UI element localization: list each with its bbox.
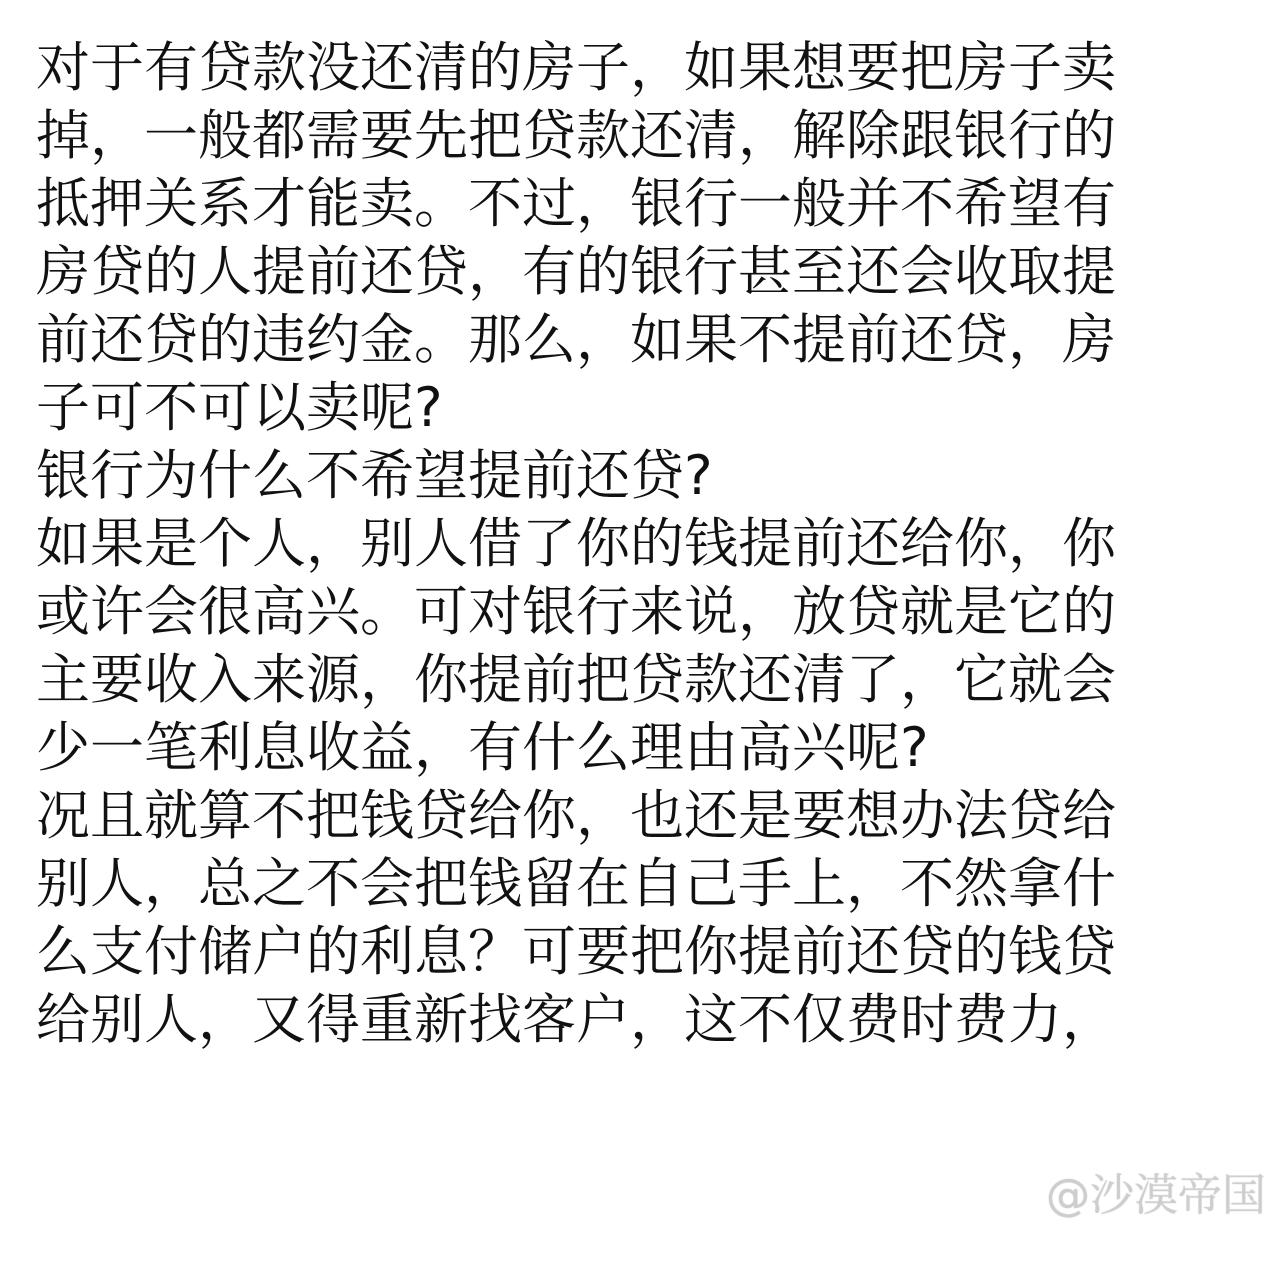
text-line: 况且就算不把钱贷给你，也还是要想办法贷给	[36, 784, 1116, 847]
text-line: 银行为什么不希望提前还贷?	[36, 444, 713, 507]
text-line: 别人，总之不会把钱留在自己手上，不然拿什	[36, 852, 1116, 915]
text-line: 掉，一般都需要先把贷款还清，解除跟银行的	[36, 104, 1116, 167]
text-line: 少一笔利息收益，有什么理由高兴呢?	[36, 716, 929, 779]
text-line: 么支付储户的利息？可要把你提前还贷的钱贷	[36, 920, 1116, 983]
text-line: 如果是个人，别人借了你的钱提前还给你，你	[36, 512, 1116, 575]
text-line: 房贷的人提前还贷，有的银行甚至还会收取提	[36, 240, 1116, 303]
text-line: 子可不可以卖呢?	[36, 376, 443, 439]
text-line: 前还贷的违约金。那么，如果不提前还贷，房	[36, 308, 1116, 371]
text-line: 抵押关系才能卖。不过，银行一般并不希望有	[36, 172, 1116, 235]
watermark: @沙漠帝国	[1046, 1170, 1266, 1221]
text-line: 对于有贷款没还清的房子，如果想要把房子卖	[36, 36, 1116, 99]
text-line: 给别人，又得重新找客户，这不仅费时费力，	[36, 988, 1116, 1051]
text-line: 主要收入来源，你提前把贷款还清了，它就会	[36, 648, 1116, 711]
text-line: 或许会很高兴。可对银行来说，放贷就是它的	[36, 580, 1116, 643]
document-body	[36, 34, 1246, 1054]
